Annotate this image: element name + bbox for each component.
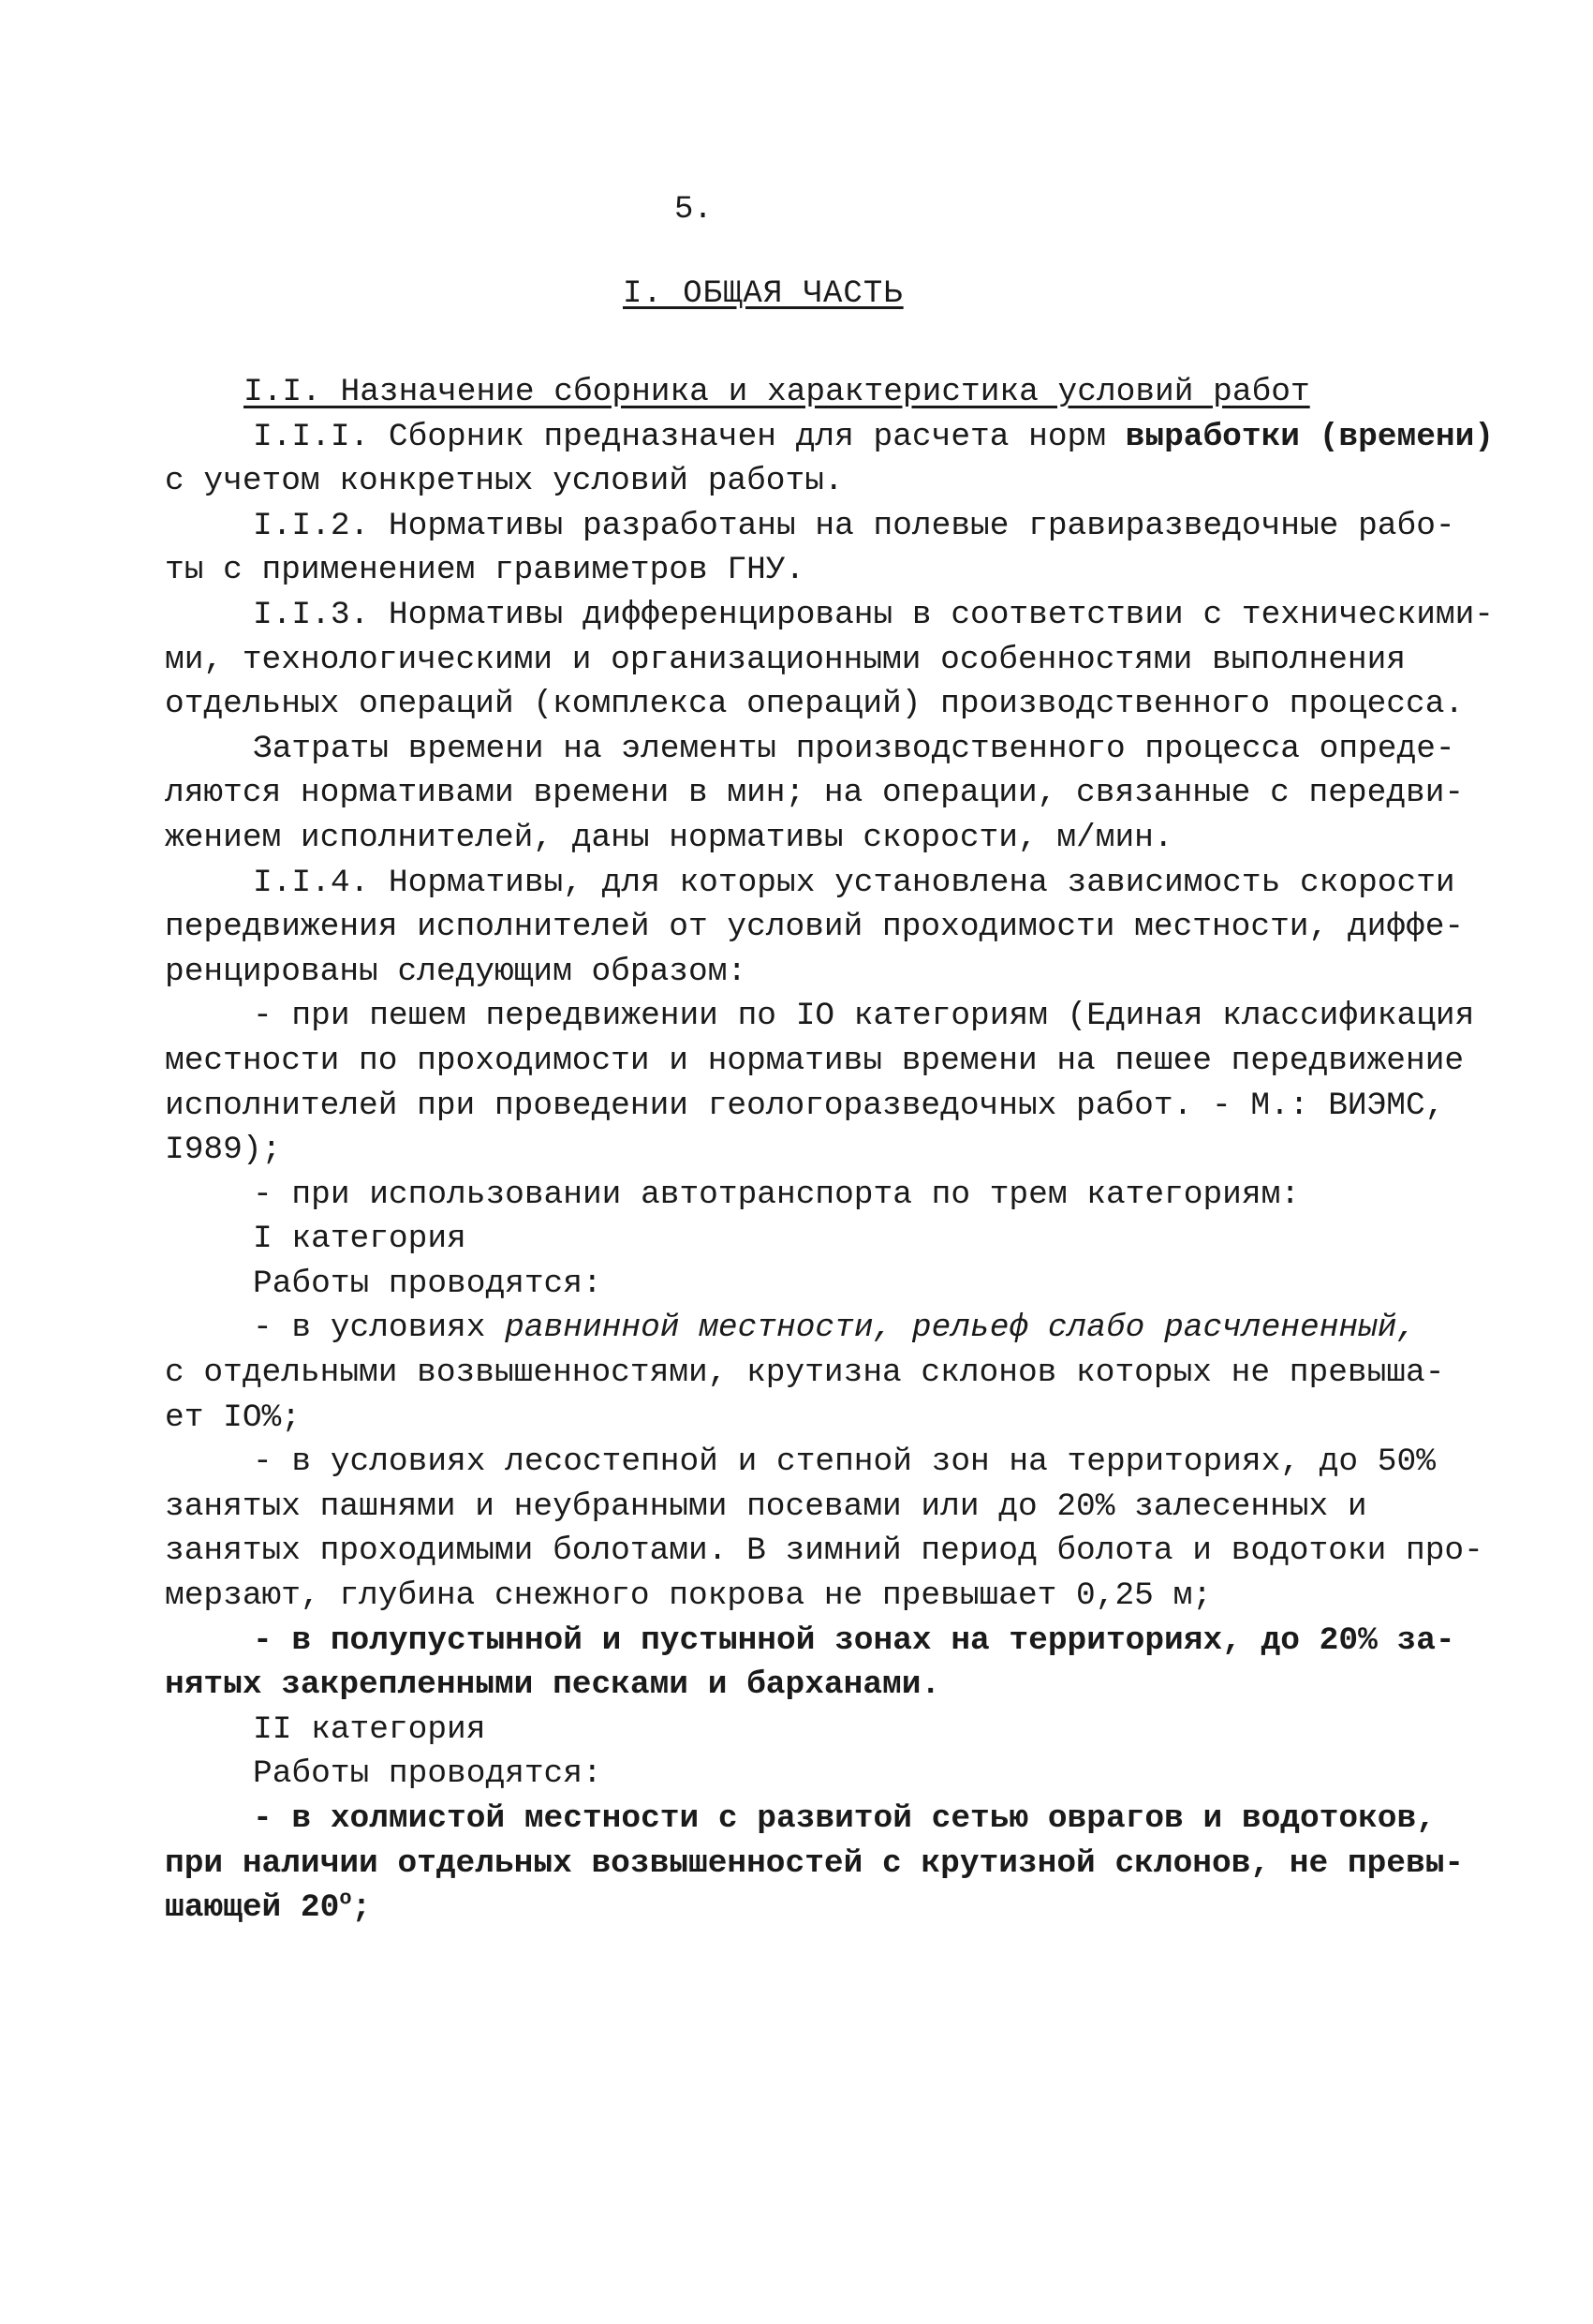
list-item-line: при наличии отдельных возвышенностей с крутизной склонов, не превы- <box>165 1844 1465 1882</box>
list-item-line: - в холмистой местности с развитой сетью оврагов и водотоков, <box>253 1800 1436 1837</box>
list-item-line: занятых проходимыми болотами. В зимний период болота и водотоки про- <box>165 1532 1483 1570</box>
paragraph-line: ми, технологическими и организационными особенностями выполнения <box>165 641 1407 678</box>
list-item-line: местности по проходимости и нормативы времени на пешее передвижение <box>165 1042 1465 1079</box>
list-item-line: шающей $20^о$; <box>165 1887 372 1927</box>
paragraph-line: ты с применением гравиметров ГНУ. <box>165 552 805 589</box>
paragraph-line: I.I.4. Нормативы, для которых установлена зависимость скорости <box>253 864 1455 901</box>
paragraph-line: I.I.3. Нормативы дифференцированы в соответствии с техническими- <box>253 596 1495 633</box>
list-item-line: ет IO%; <box>165 1399 301 1436</box>
paragraph-line: жением исполнителей, даны нормативы скорости, м/мин. <box>165 819 1173 856</box>
category-heading: I категория <box>253 1221 466 1258</box>
list-item-line: мерзают, глубина снежного покрова не превышает 0,25 м; <box>165 1577 1212 1615</box>
subsection-heading: I.I. Назначение сборника и характеристика условий работ <box>243 374 1310 410</box>
list-item-line: - в полупустынной и пустынной зонах на территориях, до 20% за- <box>253 1621 1455 1659</box>
list-item-line: - в условиях лесостепной и степной зон на территориях, до 50% <box>253 1443 1436 1481</box>
paragraph-line: I.I.I. Сборник предназначен для расчета норм выработки (времени) <box>253 418 1495 455</box>
section-title: I. ОБЩАЯ ЧАСТЬ <box>623 276 904 312</box>
paragraph-line: передвижения исполнителей от условий проходимости местности, диффе- <box>165 909 1465 946</box>
works-heading: Работы проводятся: <box>253 1265 602 1302</box>
list-item-line: I989); <box>165 1132 282 1169</box>
body-text <box>165 370 1495 1931</box>
works-heading: Работы проводятся: <box>253 1755 602 1793</box>
paragraph-line: I.I.2. Нормативы разработаны на полевые гравиразведочные рабо- <box>253 507 1455 544</box>
list-item-line: - при использовании автотранспорта по трем категориям: <box>253 1176 1300 1213</box>
paragraph-line: отдельных операций (комплекса операций) производственного процесса. <box>165 686 1465 723</box>
paragraph-line: ляются нормативами времени в мин; на операции, связанные с передви- <box>165 775 1465 812</box>
paragraph-line: ренцированы следующим образом: <box>165 953 747 990</box>
list-item-line: занятых пашнями и неубранными посевами или до 20% залесенных и <box>165 1488 1367 1525</box>
list-item-line: исполнителей при проведении геологоразведочных работ. - М.: ВИЭМС, <box>165 1087 1445 1124</box>
paragraph-line: Затраты времени на элементы производственного процесса опреде- <box>253 730 1455 767</box>
list-item-line: с отдельными возвышенностями, крутизна склонов которых не превыша- <box>165 1354 1445 1392</box>
category-heading: II категория <box>253 1710 486 1748</box>
list-item-line: нятых закрепленными песками и барханами. <box>165 1666 941 1704</box>
paragraph-line: с учетом конкретных условий работы. <box>165 463 844 500</box>
list-item-line: - в условиях равнинной местности, рельеф слабо расчлененный, <box>253 1310 1417 1347</box>
page-number: 5. <box>674 192 713 228</box>
list-item-line: - при пешем передвижении по IO категориям (Единая классификация <box>253 998 1475 1035</box>
